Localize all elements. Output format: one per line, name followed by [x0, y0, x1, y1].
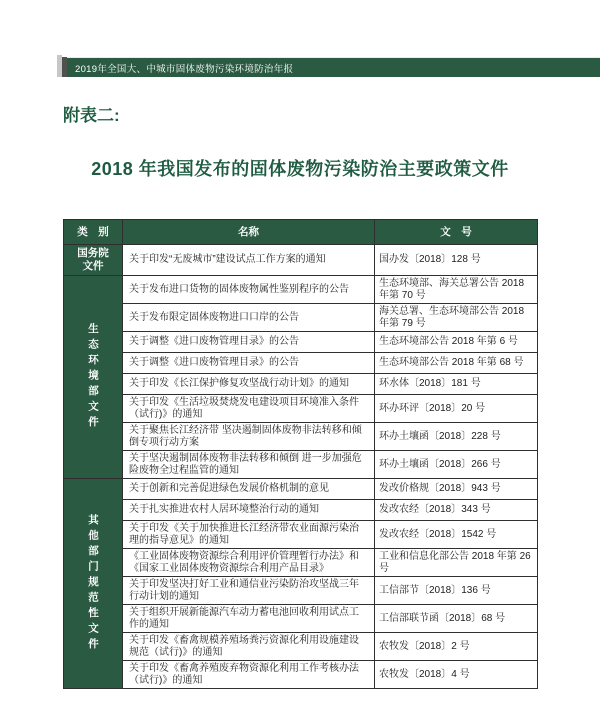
- table-row: [64, 500, 538, 521]
- policy-name-cell: 关于调整《进口废物管理目录》的公告: [123, 332, 375, 353]
- doc-number-cell: 发改价格规〔2018〕943 号: [375, 479, 538, 500]
- policy-name-cell: 《工业固体废物资源综合利用评价管理暂行办法》和《国家工业固体废物资源综合利用产品目录》: [123, 549, 375, 577]
- doc-number-cell: 发改农经〔2018〕343 号: [375, 500, 538, 521]
- policy-name-cell: 关于印发《畜禽养殖废弃物资源化利用工作考核办法（试行)》的通知: [123, 661, 375, 689]
- doc-number-cell: 生态环境部、海关总署公告 2018 年第 70 号: [375, 276, 538, 304]
- policy-name-cell: 关于发布限定固体废物进口口岸的公告: [123, 304, 375, 332]
- col-header-name: 名称: [123, 220, 375, 245]
- report-title-bar-text: 2019年全国大、中城市固体废物污染环境防治年报: [75, 63, 294, 75]
- policy-name-cell: 关于印发《畜禽规模养殖场粪污资源化利用设施建设规范（试行)》的通知: [123, 633, 375, 661]
- table-row: [64, 353, 538, 374]
- table-row: [64, 245, 538, 276]
- appendix-label: 附表二:: [63, 106, 120, 125]
- table-row: [64, 661, 538, 689]
- table-row: [64, 633, 538, 661]
- policy-name-cell: 关于创新和完善促进绿色发展价格机制的意见: [123, 479, 375, 500]
- table-row: [64, 395, 538, 423]
- category-cell: 生态环境部文件: [64, 276, 123, 479]
- doc-number-cell: 农牧发〔2018〕4 号: [375, 661, 538, 689]
- policy-name-cell: 关于印发“无废城市”建设试点工作方案的通知: [123, 245, 375, 276]
- policy-table: [63, 219, 538, 689]
- report-title-bar: [67, 57, 600, 77]
- table-row: [64, 423, 538, 451]
- table-row: [64, 332, 538, 353]
- table-row: [64, 549, 538, 577]
- category-cell: 国务院文件: [64, 245, 123, 276]
- policy-name-cell: 关于印发《长江保护修复攻坚战行动计划》的通知: [123, 374, 375, 395]
- table-row: [64, 374, 538, 395]
- col-header-docno: 文 号: [375, 220, 538, 245]
- doc-number-cell: 生态环境部公告 2018 年第 6 号: [375, 332, 538, 353]
- policy-name-cell: 关于发布进口货物的固体废物属性鉴别程序的公告: [123, 276, 375, 304]
- table-row: [64, 479, 538, 500]
- doc-number-cell: 环办环评〔2018〕20 号: [375, 395, 538, 423]
- table-row: [64, 304, 538, 332]
- doc-number-cell: 海关总署、生态环境部公告 2018 年第 79 号: [375, 304, 538, 332]
- table-row: [64, 451, 538, 479]
- policy-name-cell: 关于聚焦长江经济带 坚决遏制固体废物非法转移和倾倒专项行动方案: [123, 423, 375, 451]
- category-cell: 其他部门规范性文件: [64, 479, 123, 689]
- policy-name-cell: 关于扎实推进农村人居环境整治行动的通知: [123, 500, 375, 521]
- table-row: [64, 276, 538, 304]
- policy-name-cell: 关于印发《关于加快推进长江经济带农业面源污染治理的指导意见》的通知: [123, 521, 375, 549]
- policy-name-cell: 关于坚决遏制固体废物非法转移和倾倒 进一步加强危险废物全过程监管的通知: [123, 451, 375, 479]
- policy-name-cell: 关于调整《进口废物管理目录》的公告: [123, 353, 375, 374]
- table-header-row: [64, 220, 538, 245]
- table-row: [64, 577, 538, 605]
- policy-name-cell: 关于组织开展新能源汽车动力蓄电池回收利用试点工作的通知: [123, 605, 375, 633]
- doc-number-cell: 生态环境部公告 2018 年第 68 号: [375, 353, 538, 374]
- doc-number-cell: 环水体〔2018〕181 号: [375, 374, 538, 395]
- page-title: 2018 年我国发布的固体废物污染防治主要政策文件: [91, 159, 509, 179]
- doc-number-cell: 环办土壤函〔2018〕266 号: [375, 451, 538, 479]
- page-header-bar: [57, 55, 600, 77]
- doc-number-cell: 农牧发〔2018〕2 号: [375, 633, 538, 661]
- doc-number-cell: 工业和信息化部公告 2018 年第 26 号: [375, 549, 538, 577]
- col-header-category: 类 别: [64, 220, 123, 245]
- table-row: [64, 605, 538, 633]
- policy-name-cell: 关于印发坚决打好工业和通信业污染防治攻坚战三年行动计划的通知: [123, 577, 375, 605]
- doc-number-cell: 发改农经〔2018〕1542 号: [375, 521, 538, 549]
- doc-number-cell: 国办发〔2018〕128 号: [375, 245, 538, 276]
- doc-number-cell: 工信部节〔2018〕136 号: [375, 577, 538, 605]
- table-row: [64, 521, 538, 549]
- policy-name-cell: 关于印发《生活垃圾焚烧发电建设项目环境准入条件（试行)》的通知: [123, 395, 375, 423]
- doc-number-cell: 环办土壤函〔2018〕228 号: [375, 423, 538, 451]
- doc-number-cell: 工信部联节函〔2018〕68 号: [375, 605, 538, 633]
